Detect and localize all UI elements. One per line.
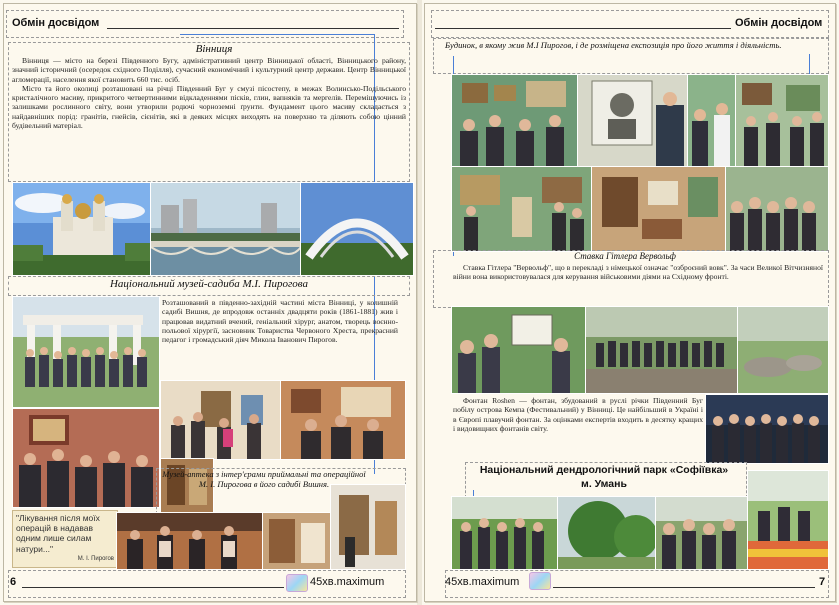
photo-werwolf-2: [585, 306, 739, 394]
house-hall-image: [452, 75, 578, 167]
museum-text: Розташований в південно-західній частині міста Вінниці, у колишній садибі Вишня, де впродовж останніх двадцяти років (1861-1881) жив і працював видатний вчений, геніальний хірург, анатом, творець воєнно-польової хірургії, засновник Товариства Червоного Хреста, прекрасний педагог і громадський діяч Микола Іванович Пирогов.: [162, 298, 398, 344]
park-1-image: [452, 497, 558, 569]
left-page: [3, 3, 417, 602]
museum-text-block: [162, 298, 398, 344]
gutter: [417, 0, 422, 605]
pharmacy-3-image: [331, 485, 405, 569]
header-rule-right: [435, 28, 731, 29]
photo-park-3: [655, 496, 749, 570]
werwolf-text: Ставка Гітлера "Вервольф", що в перекладі з німецької означає "озброєний вовк". За часи Великої Вітчизняної війни вона використовувалася для керування військовими діями на Східному фронті.: [453, 263, 823, 282]
arch-image: [301, 183, 413, 275]
vinnytsia-paragraph-2: Місто та його околиці розташовані на річці Південний Буг у смузі пісостепу, в межах Волинсько-Подільського кристалічного масиву, прикритого четвертинними відкладеннями пісків, глин, вапняків та мергелів. Перемішуючись із залишками рослинного світу, вони утворили родючі чорноземні ґрунти. Фундамент цього масиву складається з найдавніших порід: гранітів, гнейсів, сієнітів, які в деяких місцях виходять на поверхню та діляють собою цінний будівельний матеріал.: [12, 83, 406, 130]
pharmacy-2-image: [263, 513, 331, 569]
cathedral-image: [13, 183, 151, 275]
photo-house-hall: [451, 74, 579, 168]
park-4-image: [748, 471, 828, 569]
photo-museum-group: [12, 296, 160, 408]
photo-interior-3: [280, 380, 406, 460]
photo-house-room: [735, 74, 829, 168]
house-portrait-image: [578, 75, 688, 167]
header-rule: [107, 28, 399, 29]
pirogov-quote: [12, 510, 118, 568]
photo-werwolf-3: [737, 306, 829, 394]
museum-title: Національний музей-садиба М.І. Пирогова: [109, 278, 309, 290]
house-group-image: [726, 167, 828, 251]
photo-pharmacy-3: [330, 484, 406, 570]
page-number-right: 7: [819, 576, 826, 588]
page-number-left: 6: [10, 576, 17, 588]
cartoon-logo-icon-right: [529, 572, 551, 590]
section-header-right: Обмін досвідом: [735, 17, 823, 29]
photo-arch: [300, 182, 414, 276]
footer-frame-left: [8, 570, 406, 598]
interior-3-image: [281, 381, 405, 459]
footer-rule-right: [553, 587, 815, 588]
park-title-1: Національний дендрологічний парк «Софіївка»: [479, 464, 729, 476]
bridge-image: [151, 183, 301, 275]
photo-park-2: [557, 496, 657, 570]
photo-house-hall-2: [451, 166, 593, 252]
photo-house-room-2: [591, 166, 727, 252]
interior-2-image: [161, 381, 281, 459]
house-room-image: [736, 75, 828, 167]
photo-interior-2: [160, 380, 282, 460]
photo-interior-1: [12, 408, 160, 508]
park-3-image: [656, 497, 748, 569]
photo-house-visitors: [687, 74, 737, 168]
house-hall-2-image: [452, 167, 592, 251]
photo-roshen: [705, 394, 829, 464]
park-title-2: м. Умань: [581, 478, 627, 490]
section-header-left: Обмін досвідом: [12, 17, 100, 29]
vinnytsia-text: [12, 56, 406, 130]
museum-group-image: [13, 297, 159, 407]
photo-werwolf-1: [451, 306, 587, 394]
brand-right: 45хв.maximum: [445, 576, 520, 588]
photo-pharmacy: [116, 512, 264, 570]
photo-house-group: [725, 166, 829, 252]
quote-author: М. І. Пирогов: [77, 555, 114, 562]
pharmacy-image: [117, 513, 263, 569]
photo-cathedral: [12, 182, 152, 276]
photo-house-portrait: [577, 74, 689, 168]
werwolf-3-image: [738, 307, 828, 393]
photo-park-4: [747, 470, 829, 570]
park-2-image: [558, 497, 656, 569]
werwolf-title: Ставка Гітлера Вервольф: [574, 251, 676, 261]
accent-line: [180, 34, 375, 35]
house-caption: Будинок, в якому жив М.І Пирогов, і де розміщена експозиція про його життя і діяльність.: [445, 40, 782, 50]
quote-text: "Лікування після моїх операцій в надавав одним лише силам натури...": [16, 513, 100, 554]
werwolf-1-image: [452, 307, 586, 393]
vinnytsia-paragraph-1: Вінниця — місто на березі Південного Бугу, адміністративний центр Вінницької області, Вінницького району, значний історичний (осередок східного Поділля), сучасний економічний і культурний центр держави. Центр Вінницької агломерації, населення якої становить 660 тис. осіб.: [12, 56, 406, 84]
vinnytsia-title: Вінниця: [195, 43, 233, 55]
photo-pharmacy-2: [262, 512, 332, 570]
pharmacy-caption: Музей-аптека з інтер'єрами приймальні та операційної М. І. Пирогова в його садибі Вишня.: [162, 469, 366, 489]
roshen-image: [706, 395, 828, 463]
house-visitors-image: [688, 75, 736, 167]
photo-park-1: [451, 496, 559, 570]
right-page: [424, 3, 836, 602]
roshen-text-block: [453, 396, 703, 433]
werwolf-text-block: [453, 263, 823, 282]
photo-bridge: [150, 182, 302, 276]
roshen-text: Фонтан Roshen — фонтан, збудований в руслі річки Південний Буг побілу острова Кемпа (Фестивальний) у Вінниці. Це найбільший в Україні і в Європі плавучий фонтан. За оцінками експертів входить в десятку кращих і видовищних фонтанів світу.: [453, 396, 703, 433]
werwolf-2-image: [586, 307, 738, 393]
interior-1-image: [13, 409, 159, 507]
brand-left: 45хв.maximum: [310, 576, 385, 588]
house-room-2-image: [592, 167, 726, 251]
